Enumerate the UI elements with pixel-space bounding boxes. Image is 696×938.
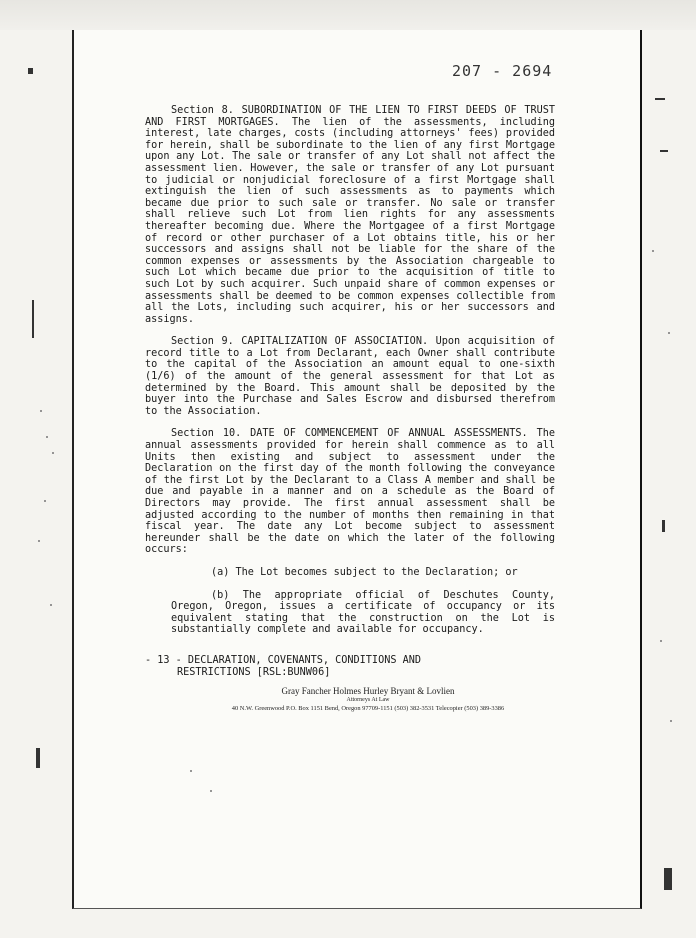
section-9 xyxy=(145,336,555,417)
section-text: The lien of the assessments, including interest, late charges, costs (including attorneys' fees) provided for herein, shall be subordinate to the lien of any first Mortgage upon any Lot. The sale or transfer of any Lot shall not affect the assessment lien. However, the sale or transfer of any Lot pursuant to judicial or nonjudicial foreclosure of a first Mortgage shall extinguish the lien of such assessments as to payments which became due prior to such sale or transfer. No sale or transfer shall relieve such Lot from lien rights for any assessments thereafter becoming due. Where the Mortgagee of a first Mortgage of record or other purchaser of a Lot obtains title, his or her successors and assigns shall not be liable for the share of the common expenses or assessments by the Association chargeable to such Lot which became due prior to the acquisition of title to such Lot by such acquirer. Such unpaid share of common expenses or assessments shall be deemed to be common expenses collectible from all the Lots, including such acquirer, his or her successors and assigns. xyxy=(145,116,555,325)
firm-name: Gray Fancher Holmes Hurley Bryant & Lovlien xyxy=(281,686,455,696)
footer-line-1: - 13 - DECLARATION, COVENANTS, CONDITIONS AND xyxy=(145,655,422,666)
section-10 xyxy=(145,428,555,556)
footer-line-2: RESTRICTIONS [RSL:BUNW06] xyxy=(177,666,331,678)
section-heading: Section 8. SUBORDINATION OF THE LIEN TO FIRST DEEDS OF TRUST AND FIRST MORTGAGES. xyxy=(145,105,555,128)
scan-artifact xyxy=(32,300,34,338)
list-item: (b) The appropriate official of Deschutes County, Oregon, Oregon, issues a certificate of occupancy or its equivalent stating that the construction on the Lot is substantially complete and available for occupancy. xyxy=(171,589,555,636)
law-firm-letterhead xyxy=(188,686,548,714)
scan-artifact xyxy=(662,520,665,532)
section-8 xyxy=(145,105,555,325)
list-item: (a) The Lot becomes subject to the Declaration; or xyxy=(211,566,518,578)
scan-artifact xyxy=(36,748,40,768)
page-footer xyxy=(145,655,565,678)
section-text: Upon acquisition of record title to a Lot from Declarant, each Owner shall contribute to the capital of the Association an amount equal to one-sixth (1/6) of the amount of the general assessment for that Lot as determined by the Board. This amount shall be deposited by the buyer into the Purchase and Sales Escrow and disbursed therefrom to the Association. xyxy=(145,336,555,417)
scan-artifact xyxy=(660,150,668,152)
document-number: 207 - 2694 xyxy=(452,62,553,80)
firm-subtitle: Attorneys At Law xyxy=(346,697,390,703)
scan-artifact xyxy=(664,868,672,890)
scan-top-edge xyxy=(0,0,696,30)
document-body xyxy=(145,105,555,647)
scan-artifact xyxy=(655,98,665,100)
scan-artifact xyxy=(28,68,33,74)
condition-list xyxy=(171,567,555,636)
section-text: The annual assessments provided for herein shall commence as to all Units then existing and subject to assessment under the Declaration on the first day of the month following the conveyance of the first Lot by the Declarant to a Class A member and shall be due and payable in a manner and on a schedule as the Board of Directors may provide. The first annual assessment shall be adjusted according to the number of months then remaining in that fiscal year. The date any Lot become subject to assessment hereunder shall be the date on which the later of the following occurs: xyxy=(145,428,555,556)
section-heading: Section 9. CAPITALIZATION OF ASSOCIATION. xyxy=(171,336,429,348)
section-heading: Section 10. DATE OF COMMENCEMENT OF ANNUAL ASSESSMENTS. xyxy=(171,428,528,440)
firm-address: 40 N.W. Greenwood P.O. Box 1151 Bend, Oregon 97709-1151 (503) 382-3531 Telecopier (503) 389-3386 xyxy=(231,705,505,712)
